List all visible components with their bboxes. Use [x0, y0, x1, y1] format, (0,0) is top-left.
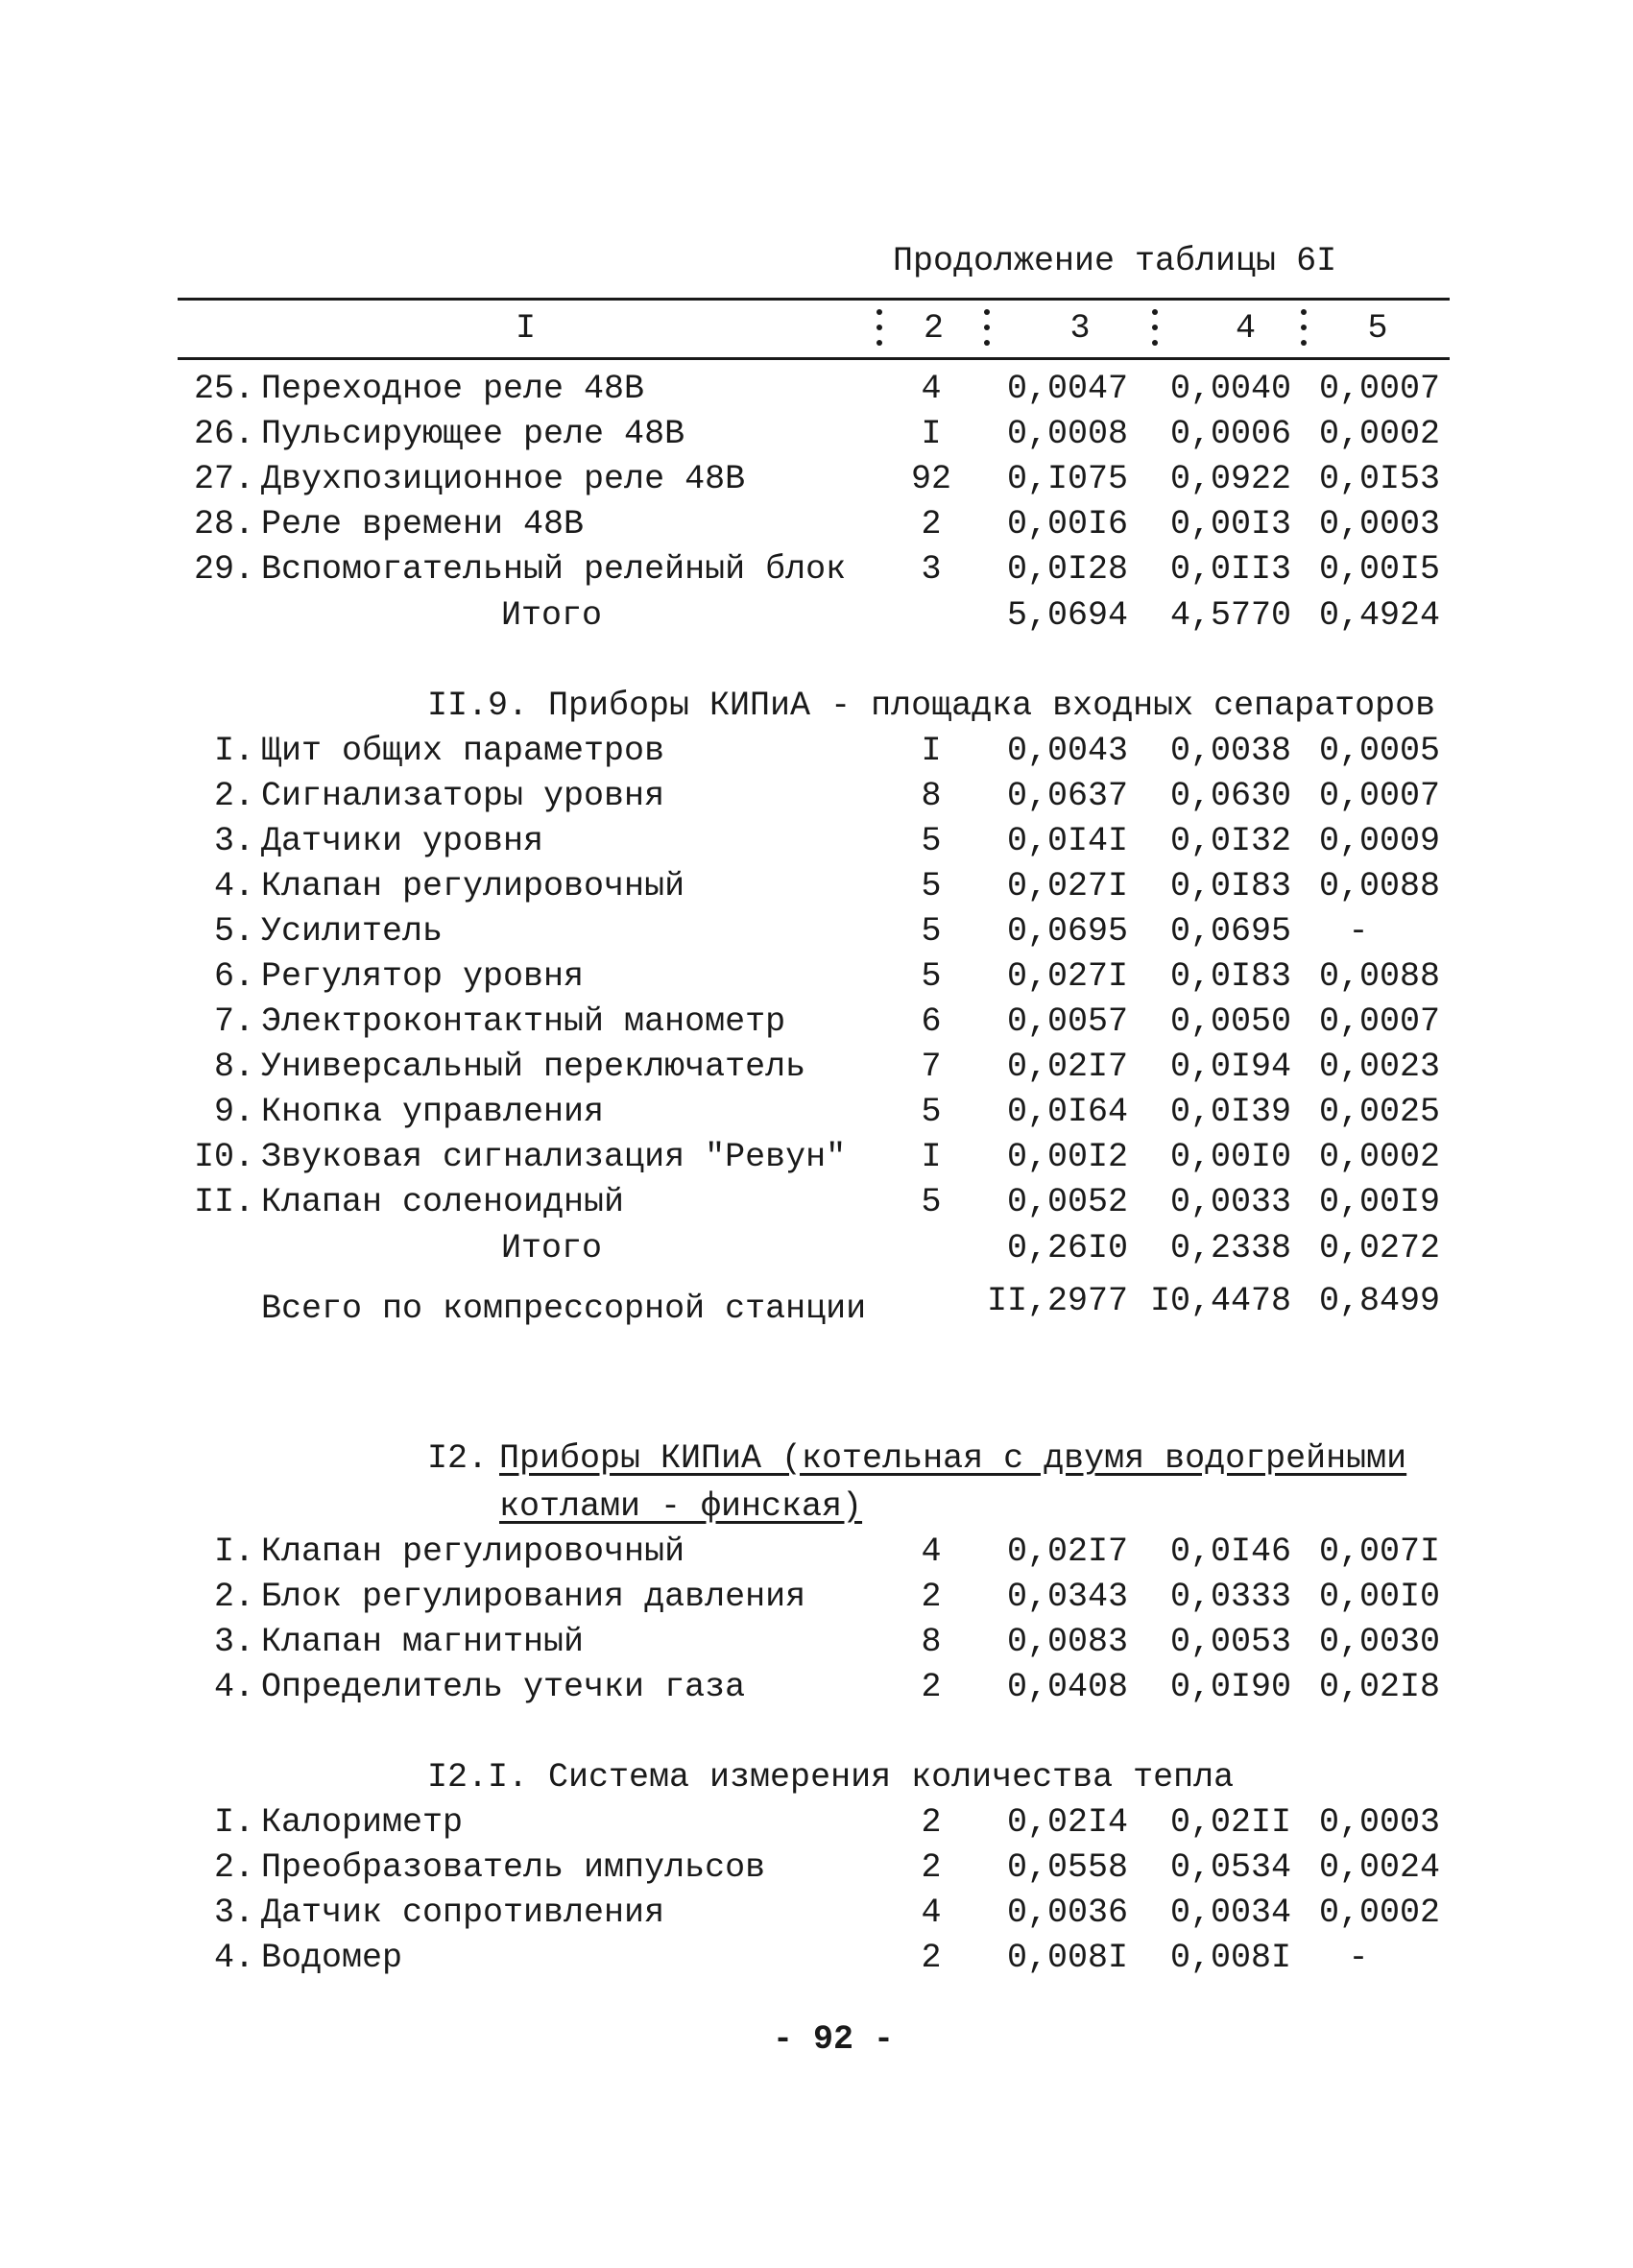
row-col3: 0,I075	[1006, 460, 1128, 498]
row-col5: 0,00I0	[1318, 1578, 1440, 1616]
row-col3: 0,0052	[1006, 1183, 1128, 1221]
row-col3: 0,0047	[1006, 370, 1128, 408]
grand-total-col5: 0,8499	[1318, 1282, 1440, 1320]
total-col3: 5,0694	[1006, 596, 1128, 635]
row-col3: 0,00I2	[1006, 1138, 1128, 1176]
row-col5: 0,0030	[1318, 1623, 1440, 1661]
row-quantity: 2	[921, 1578, 942, 1616]
row-col4: 0,0034	[1169, 1894, 1291, 1932]
row-col3: 0,0I64	[1006, 1093, 1128, 1131]
row-number: I.	[213, 1803, 254, 1842]
row-name: Регулятор уровня	[261, 957, 585, 996]
row-quantity: 4	[921, 1894, 942, 1932]
header-divider	[984, 309, 990, 355]
row-col3: 0,0I28	[1006, 550, 1128, 589]
row-col5: 0,00I5	[1318, 550, 1440, 589]
row-col3: 0,0408	[1006, 1668, 1128, 1706]
row-col3: 0,0637	[1006, 777, 1128, 815]
row-quantity: 5	[921, 867, 942, 905]
header-col-3: 3	[1069, 309, 1091, 348]
row-name: Клапан регулировочный	[261, 867, 685, 905]
row-quantity: 2	[921, 1668, 942, 1706]
total-col4: 0,2338	[1169, 1229, 1291, 1267]
row-number: 4.	[213, 1939, 254, 1977]
row-col5: 0,007I	[1318, 1532, 1440, 1571]
row-col4: 0,0050	[1169, 1002, 1291, 1041]
header-col-1: I	[515, 309, 536, 348]
row-quantity: 8	[921, 777, 942, 815]
row-col4: 0,0534	[1169, 1848, 1291, 1887]
row-number: I.	[213, 1532, 254, 1571]
row-col4: 0,0695	[1169, 912, 1291, 951]
row-name: Определитель утечки газа	[261, 1668, 746, 1706]
row-name: Датчики уровня	[261, 822, 544, 860]
row-number: 4.	[213, 1668, 254, 1706]
row-number: II.	[193, 1183, 254, 1221]
row-quantity: 3	[921, 550, 942, 589]
row-quantity: 5	[921, 822, 942, 860]
row-col3: 0,00I6	[1006, 505, 1128, 543]
row-name: Блок регулирования давления	[261, 1578, 806, 1616]
row-col4: 0,0I83	[1169, 957, 1291, 996]
total-col4: 4,5770	[1169, 596, 1291, 635]
header-divider	[1152, 309, 1158, 355]
row-name: Электроконтактный манометр	[261, 1002, 786, 1041]
row-col3: 0,027I	[1006, 867, 1128, 905]
header-col-2: 2	[923, 309, 944, 348]
row-col4: 0,0922	[1169, 460, 1291, 498]
row-name: Клапан магнитный	[261, 1623, 585, 1661]
row-quantity: 7	[921, 1048, 942, 1086]
row-col5: 0,0007	[1318, 777, 1440, 815]
row-name: Переходное реле 48В	[261, 370, 645, 408]
total-col3: 0,26I0	[1006, 1229, 1128, 1267]
header-divider	[877, 309, 882, 355]
row-col4: 0,00I0	[1169, 1138, 1291, 1176]
row-quantity: 92	[910, 460, 951, 498]
row-col4: 0,0630	[1169, 777, 1291, 815]
row-col4: 0,0II3	[1169, 550, 1291, 589]
row-col5: 0,0025	[1318, 1093, 1440, 1131]
row-name: Пульсирующее реле 48В	[261, 415, 685, 453]
header-divider	[1301, 309, 1307, 355]
row-col5: 0,0007	[1318, 370, 1440, 408]
row-col4: 0,008I	[1169, 1939, 1291, 1977]
row-col5: 0,0002	[1318, 1894, 1440, 1932]
row-col3: 0,027I	[1006, 957, 1128, 996]
total-label: Итого	[501, 596, 603, 635]
row-name: Калориметр	[261, 1803, 464, 1842]
row-col5: 0,0088	[1318, 867, 1440, 905]
row-col5: 0,0023	[1318, 1048, 1440, 1086]
row-col4: 0,0I83	[1169, 867, 1291, 905]
row-col5: 0,0024	[1318, 1848, 1440, 1887]
row-col3: 0,02I7	[1006, 1532, 1128, 1571]
row-name: Преобразователь импульсов	[261, 1848, 766, 1887]
row-quantity: 2	[921, 1803, 942, 1842]
row-col4: 0,0040	[1169, 370, 1291, 408]
row-col3: 0,0695	[1006, 912, 1128, 951]
row-col4: 0,0333	[1169, 1578, 1291, 1616]
row-quantity: I	[921, 732, 942, 770]
row-col4: 0,0I39	[1169, 1093, 1291, 1131]
row-number: 6.	[213, 957, 254, 996]
row-number: 28.	[193, 505, 254, 543]
row-col5: 0,0007	[1318, 1002, 1440, 1041]
row-number: 3.	[213, 1894, 254, 1932]
row-col3: 0,0083	[1006, 1623, 1128, 1661]
row-quantity: 4	[921, 370, 942, 408]
header-col-4: 4	[1235, 309, 1256, 348]
total-label: Итого	[501, 1229, 603, 1267]
row-quantity: 5	[921, 1183, 942, 1221]
row-number: I0.	[193, 1138, 254, 1176]
total-col5: 0,0272	[1318, 1229, 1440, 1267]
row-col3: 0,0008	[1006, 415, 1128, 453]
grand-total-label: Всего по компрессорной станции	[261, 1290, 867, 1328]
row-name: Реле времени 48В	[261, 505, 585, 543]
row-col4: 0,0I90	[1169, 1668, 1291, 1706]
row-name: Клапан регулировочный	[261, 1532, 685, 1571]
row-col4: 0,00I3	[1169, 505, 1291, 543]
row-quantity: 6	[921, 1002, 942, 1041]
row-name: Усилитель	[261, 912, 444, 951]
row-col5: 0,00I9	[1318, 1183, 1440, 1221]
row-number: 8.	[213, 1048, 254, 1086]
row-col5: 0,0003	[1318, 1803, 1440, 1842]
row-name: Кнопка управления	[261, 1093, 605, 1131]
row-quantity: 2	[921, 505, 942, 543]
row-col5: 0,02I8	[1318, 1668, 1440, 1706]
grand-total-col3: II,2977	[986, 1282, 1128, 1320]
row-number: 29.	[193, 550, 254, 589]
row-number: 5.	[213, 912, 254, 951]
row-quantity: 4	[921, 1532, 942, 1571]
total-col5: 0,4924	[1318, 596, 1440, 635]
row-col3: 0,02I7	[1006, 1048, 1128, 1086]
row-col3: 0,0I4I	[1006, 822, 1128, 860]
header-col-5: 5	[1367, 309, 1388, 348]
row-name: Двухпозиционное реле 48В	[261, 460, 746, 498]
row-number: 2.	[213, 1848, 254, 1887]
row-col4: 0,0033	[1169, 1183, 1291, 1221]
row-number: 3.	[213, 1623, 254, 1661]
row-col3: 0,0343	[1006, 1578, 1128, 1616]
header-top-rule	[178, 298, 1450, 301]
row-col4: 0,0I94	[1169, 1048, 1291, 1086]
row-col5: 0,0005	[1318, 732, 1440, 770]
row-col5: 0,0002	[1318, 1138, 1440, 1176]
row-number: 2.	[213, 1578, 254, 1616]
row-quantity: 5	[921, 912, 942, 951]
row-name: Вспомогательный релейный блок	[261, 550, 847, 589]
row-name: Клапан соленоидный	[261, 1183, 625, 1221]
row-name: Датчик сопротивления	[261, 1894, 665, 1932]
row-col3: 0,0043	[1006, 732, 1128, 770]
header-bottom-rule	[178, 357, 1450, 360]
row-col3: 0,008I	[1006, 1939, 1128, 1977]
row-quantity: 2	[921, 1848, 942, 1887]
row-number: 26.	[193, 415, 254, 453]
row-col5: -	[1348, 1939, 1369, 1977]
row-number: 4.	[213, 867, 254, 905]
section-title: II.9. Приборы КИПиА - площадка входных сепараторов	[427, 687, 1436, 725]
row-name: Сигнализаторы уровня	[261, 777, 665, 815]
row-col4: 0,0038	[1169, 732, 1291, 770]
row-col4: 0,0I32	[1169, 822, 1291, 860]
row-col5: 0,0009	[1318, 822, 1440, 860]
row-col4: 0,0I46	[1169, 1532, 1291, 1571]
row-quantity: I	[921, 1138, 942, 1176]
row-number: 9.	[213, 1093, 254, 1131]
row-col5: -	[1348, 912, 1369, 951]
row-number: 2.	[213, 777, 254, 815]
row-quantity: I	[921, 415, 942, 453]
row-col3: 0,0057	[1006, 1002, 1128, 1041]
section-title-number: I2.	[427, 1439, 489, 1478]
section-title-continued: котлами - финская)	[499, 1487, 863, 1526]
row-number: 7.	[213, 1002, 254, 1041]
row-name: Звуковая сигнализация "Ревун"	[261, 1138, 847, 1176]
section-title: I2.I. Система измерения количества тепла	[427, 1758, 1235, 1797]
row-col5: 0,0002	[1318, 415, 1440, 453]
row-col5: 0,0088	[1318, 957, 1440, 996]
row-col5: 0,0003	[1318, 505, 1440, 543]
row-col5: 0,0I53	[1318, 460, 1440, 498]
row-name: Щит общих параметров	[261, 732, 665, 770]
row-number: 25.	[193, 370, 254, 408]
row-quantity: 5	[921, 957, 942, 996]
row-col4: 0,02II	[1169, 1803, 1291, 1842]
row-col4: 0,0006	[1169, 415, 1291, 453]
row-name: Универсальный переключатель	[261, 1048, 806, 1086]
page-number: - 92 -	[773, 2020, 895, 2059]
grand-total-col4: I0,4478	[1149, 1282, 1291, 1320]
row-col4: 0,0053	[1169, 1623, 1291, 1661]
row-number: I.	[213, 732, 254, 770]
row-name: Водомер	[261, 1939, 403, 1977]
row-col3: 0,0036	[1006, 1894, 1128, 1932]
section-title: Приборы КИПиА (котельная с двумя водогрейными	[499, 1439, 1407, 1478]
row-number: 3.	[213, 822, 254, 860]
row-col3: 0,0558	[1006, 1848, 1128, 1887]
row-quantity: 5	[921, 1093, 942, 1131]
row-number: 27.	[193, 460, 254, 498]
row-quantity: 2	[921, 1939, 942, 1977]
row-quantity: 8	[921, 1623, 942, 1661]
table-caption: Продолжение таблицы 6I	[893, 242, 1337, 280]
row-col3: 0,02I4	[1006, 1803, 1128, 1842]
